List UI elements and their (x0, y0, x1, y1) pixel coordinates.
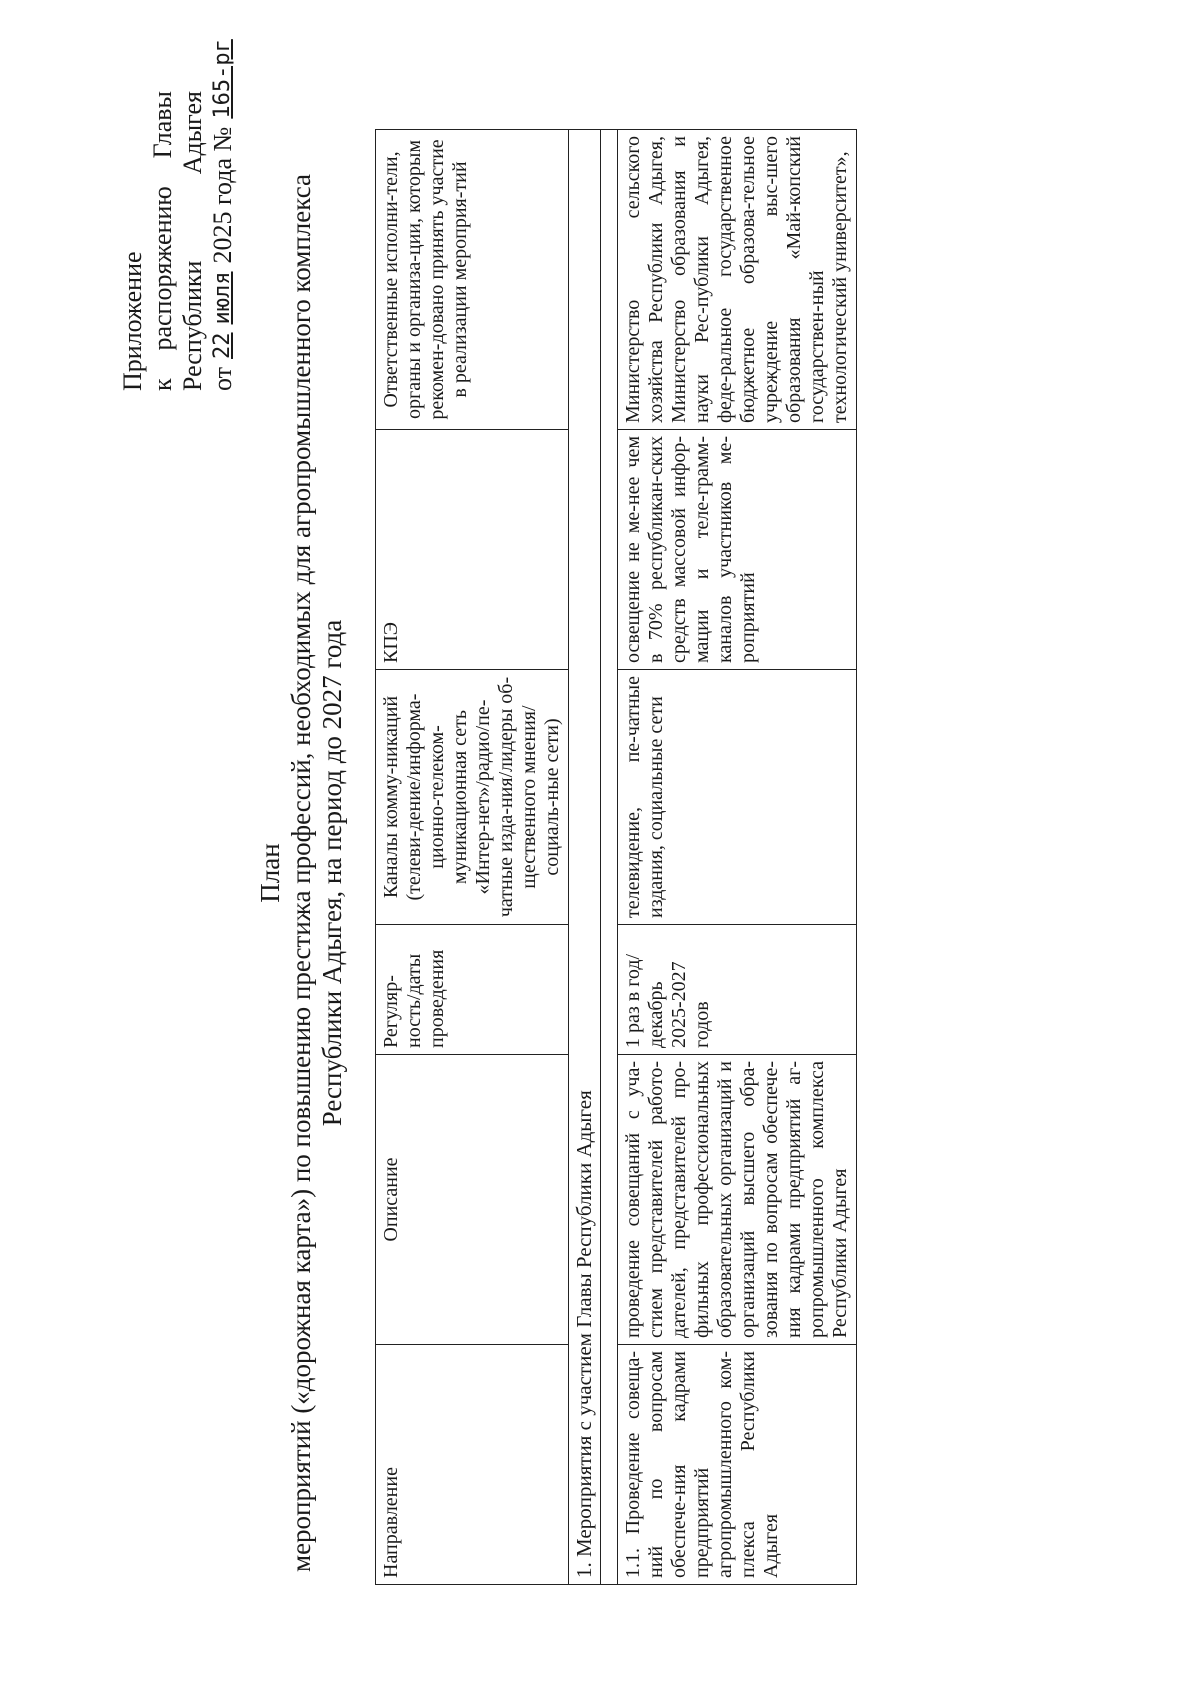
plan-table (375, 129, 857, 1585)
appendix-to: к (148, 378, 177, 391)
cell-regularity: 1 раз в год/ декабрь 2025-2027 годов (618, 925, 857, 1055)
appendix-head: Главы (148, 91, 177, 159)
appendix-adygea: Адыгея (178, 91, 207, 175)
header-regularity: Регуляр-ность/даты проведения (376, 925, 569, 1055)
cell-kpi: освещение не ме-нее чем в 70% республикан-ских средств массовой инфор-мации и теле-грамм-каналов участников ме-роприятий (618, 430, 857, 670)
table-header-row (376, 130, 569, 1585)
appendix-year: 2025 года № (208, 126, 237, 264)
cell-channels: телевидение, пе-чатные издания, социальные сети (618, 670, 857, 925)
header-responsible: Ответственные исполни-тели, органы и организа-ции, которым рекомен-довано принять участие в реализации мероприя-тий (376, 130, 569, 430)
title-heading: План (255, 843, 285, 903)
appendix-block (118, 39, 238, 391)
section-row (569, 130, 601, 1585)
section-title: 1. Мероприятия с участием Главы Республики Адыгея (569, 130, 601, 1585)
appendix-republic: Республики (178, 260, 207, 391)
cell-description: проведение совещаний с уча-стием представителей работо-дателей, представителей про-фильных профессиональных образовательных организаций и организаций высшего обра-зования по вопросам обеспече-ния кадрами предприятий аг-ропромышленного комплекса Республики Адыгея (618, 1055, 857, 1345)
table-row (618, 130, 857, 1585)
title-line-2: Республики Адыгея, на период до 2027 года (317, 619, 347, 1127)
header-direction: Направление (376, 1345, 569, 1585)
appendix-label: Приложение (118, 251, 147, 391)
header-channels: Каналы комму-никаций (телеви-дение/информа-ционно-телеком-муникационная сеть «Интер-нет»/радио/пе-чатные изда-ния/лидеры об-щественного мнения/социаль-ные сети) (376, 670, 569, 925)
cell-responsible: Министерство сельского хозяйства Республики Адыгея, Министерство образования и науки Рес-публики Адыгея, феде-ральное государственное бюджетное образова-тельное учреждение выс-шего образования «Май-копский государствен-ный технологический университет», (618, 130, 857, 430)
cell-direction: 1.1. Проведение совеща-ний по вопросам обеспече-ния кадрами предприятий агропромышленного ком-плекса Республики Адыгея (618, 1345, 857, 1585)
header-description: Описание (376, 1055, 569, 1345)
title-line-1: мероприятий («дорожная карта») по повышению престижа профессий, необходимых для агропромышленного комплекса (286, 173, 316, 1573)
header-kpi: КПЭ (376, 430, 569, 670)
appendix-number: 165-рг (210, 39, 235, 119)
appendix-order: распоряжению (148, 186, 177, 351)
document-title (255, 153, 348, 1593)
spacer-cell (601, 130, 618, 1585)
spacer-row (601, 130, 618, 1585)
appendix-day: 22 (210, 332, 235, 359)
appendix-month: июля (210, 271, 235, 325)
appendix-from: от (208, 366, 237, 391)
